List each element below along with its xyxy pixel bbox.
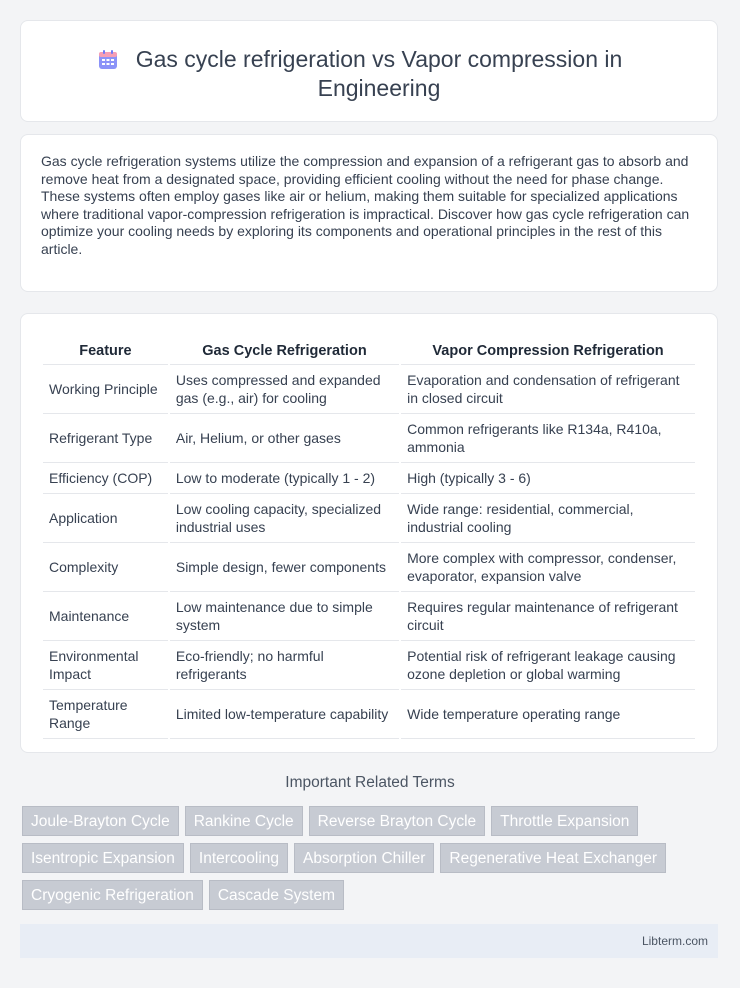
related-term-tag[interactable]: Cascade System xyxy=(209,880,344,910)
table-cell: Evaporation and condensation of refrigerant in closed circuit xyxy=(401,365,695,414)
related-term-tag[interactable]: Reverse Brayton Cycle xyxy=(309,806,486,836)
column-header: Vapor Compression Refrigeration xyxy=(401,334,695,365)
column-header: Feature xyxy=(43,334,168,365)
related-term-tag[interactable]: Throttle Expansion xyxy=(491,806,638,836)
table-cell: Working Principle xyxy=(43,365,168,414)
table-row xyxy=(43,414,695,463)
related-term-tag[interactable]: Isentropic Expansion xyxy=(22,843,184,873)
related-term-tag[interactable]: Joule-Brayton Cycle xyxy=(22,806,179,836)
related-term-tag[interactable]: Regenerative Heat Exchanger xyxy=(440,843,666,873)
related-terms-title: Important Related Terms xyxy=(285,774,455,791)
related-terms-list xyxy=(22,806,712,910)
related-term-tag[interactable]: Intercooling xyxy=(190,843,288,873)
footer-brand-link[interactable]: Libterm.com xyxy=(641,934,708,948)
table-cell: Uses compressed and expanded gas (e.g., air) for cooling xyxy=(170,365,399,414)
table-cell: Complexity xyxy=(43,543,168,592)
table-cell: Low cooling capacity, specialized industrial uses xyxy=(170,494,399,543)
table-row xyxy=(43,543,695,592)
table-cell: High (typically 3 - 6) xyxy=(401,463,695,494)
table-cell: More complex with compressor, condenser, evaporator, expansion valve xyxy=(401,543,695,592)
table-cell: Requires regular maintenance of refrigerant circuit xyxy=(401,592,695,641)
comparison-table xyxy=(41,334,697,739)
table-cell: Limited low-temperature capability xyxy=(170,690,399,739)
footer xyxy=(20,924,718,958)
column-header: Gas Cycle Refrigeration xyxy=(170,334,399,365)
table-cell: Maintenance xyxy=(43,592,168,641)
comparison-table-card xyxy=(20,313,718,753)
page-title: Gas cycle refrigeration vs Vapor compression in Engineering xyxy=(135,46,623,101)
table-cell: Refrigerant Type xyxy=(43,414,168,463)
intro-paragraph: Gas cycle refrigeration systems utilize the compression and expansion of a refrigerant gas to absorb and remove heat from a designated space, providing efficient cooling without the need for phase change. These systems often employ gases like air or helium, making them suitable for specialized applications where traditional vapor-compression refrigeration is impractical. Discover how gas cycle refrigeration can optimize your cooling needs by exploring its components and operational principles in the rest of this article. xyxy=(41,153,690,257)
table-cell: Low to moderate (typically 1 - 2) xyxy=(170,463,399,494)
table-row xyxy=(43,365,695,414)
table-row xyxy=(43,690,695,739)
table-cell: Common refrigerants like R134a, R410a, ammonia xyxy=(401,414,695,463)
table-row xyxy=(43,463,695,494)
table-cell: Environmental Impact xyxy=(43,641,168,690)
related-term-tag[interactable]: Rankine Cycle xyxy=(185,806,303,836)
table-row xyxy=(43,494,695,543)
table-cell: Low maintenance due to simple system xyxy=(170,592,399,641)
related-term-tag[interactable]: Cryogenic Refrigeration xyxy=(22,880,203,910)
table-cell: Simple design, fewer components xyxy=(170,543,399,592)
table-cell: Air, Helium, or other gases xyxy=(170,414,399,463)
table-cell: Potential risk of refrigerant leakage causing ozone depletion or global warming xyxy=(401,641,695,690)
table-cell: Application xyxy=(43,494,168,543)
table-cell: Eco-friendly; no harmful refrigerants xyxy=(170,641,399,690)
table-row xyxy=(43,641,695,690)
table-cell: Wide range: residential, commercial, industrial cooling xyxy=(401,494,695,543)
table-cell: Efficiency (COP) xyxy=(43,463,168,494)
table-cell: Temperature Range xyxy=(43,690,168,739)
table-row xyxy=(43,592,695,641)
intro-card xyxy=(20,134,718,292)
title-card xyxy=(20,20,718,122)
related-term-tag[interactable]: Absorption Chiller xyxy=(294,843,434,873)
table-header-row xyxy=(43,334,695,365)
table-cell: Wide temperature operating range xyxy=(401,690,695,739)
